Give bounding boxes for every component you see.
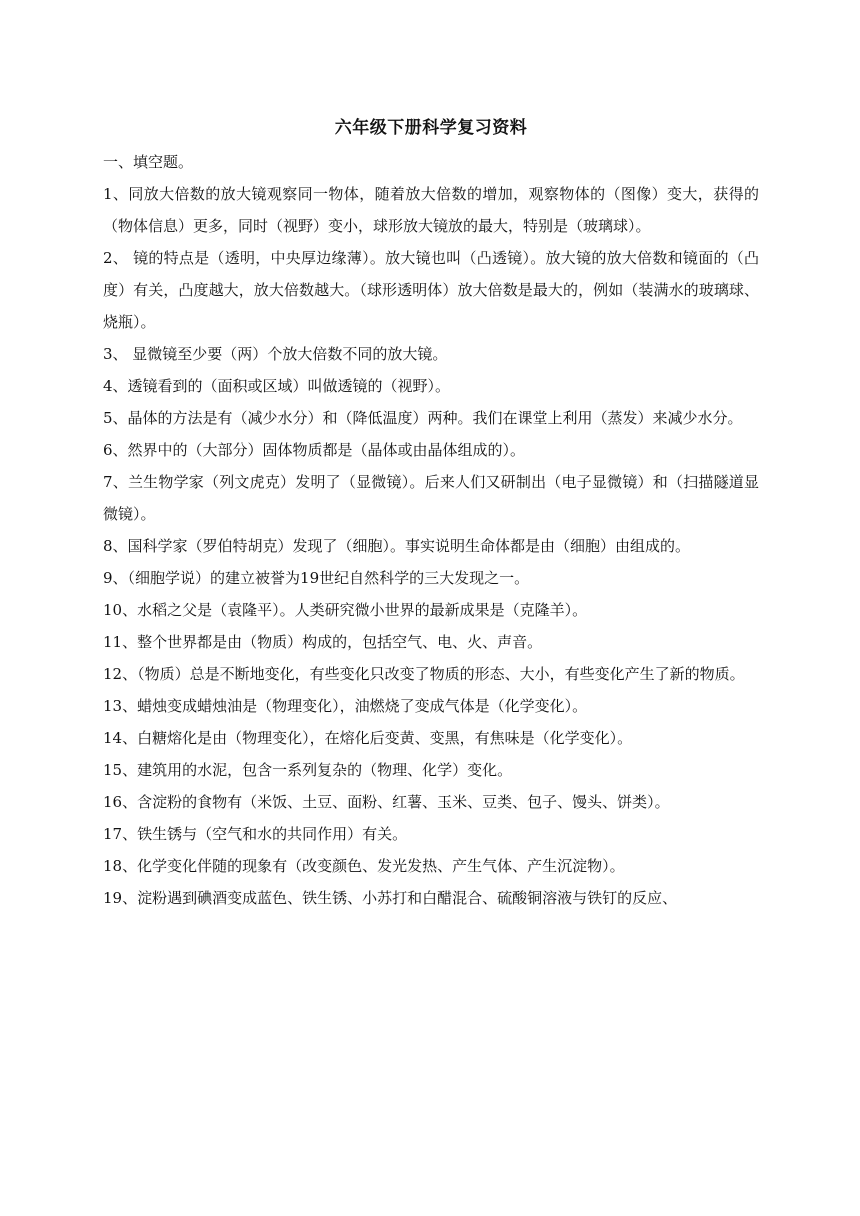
question-item-4: 4、透镜看到的（面积或区域）叫做透镜的（视野）。 (103, 377, 451, 395)
question-item-11: 11、整个世界都是由（物质）构成的，包括空气、电、火、声音。 (103, 633, 543, 651)
document-title: 六年级下册科学复习资料 (334, 118, 528, 138)
question-item-19: 19、淀粉遇到碘酒变成蓝色、铁生锈、小苏打和白醋混合、硫酸铜溶液与铁钉的反应、 (103, 889, 678, 907)
question-item-13: 13、蜡烛变成蜡烛油是（物理变化），油燃烧了变成气体是（化学变化）。 (103, 697, 588, 715)
question-item-16: 16、含淀粉的食物有（米饭、土豆、面粉、红薯、玉米、豆类、包子、馒头、饼类）。 (103, 793, 670, 811)
question-item-8: 8、国科学家（罗伯特胡克）发现了（细胞）。事实说明生命体都是由（细胞）由组成的。 (103, 537, 691, 555)
question-item-18: 18、化学变化伴随的现象有（改变颜色、发光发热、产生气体、产生沉淀物）。 (103, 857, 625, 875)
question-item-15: 15、建筑用的水泥，包含一系列复杂的（物理、化学）变化。 (103, 761, 513, 779)
question-item-2: 2、 镜的特点是（透明，中央厚边缘薄）。放大镜也叫（凸透镜）。放大镜的放大倍数和镜面的（凸度）有关，凸度越大，放大倍数越大。（球形透明体）放大倍数是最大的，例如（装满水的玻璃球、烧瓶）。 (103, 249, 759, 331)
question-item-10: 10、水稻之父是（袁隆平）。人类研究微小世界的最新成果是（克隆羊）。 (103, 601, 588, 619)
question-item-9: 9、（细胞学说）的建立被誉为19世纪自然科学的三大发现之一。 (103, 569, 530, 587)
section-heading: 一、填空题。 (103, 153, 194, 171)
question-item-17: 17、铁生锈与（空气和水的共同作用）有关。 (103, 825, 408, 843)
question-item-12: 12、（物质）总是不断地变化，有些变化只改变了物质的形态、大小，有些变化产生了新的物质。 (103, 665, 745, 683)
question-item-5: 5、晶体的方法是有（减少水分）和（降低温度）两种。我们在课堂上利用（蒸发）来减少水分。 (103, 409, 743, 427)
question-item-14: 14、白糖熔化是由（物理变化），在熔化后变黄、变黑，有焦味是（化学变化）。 (103, 729, 633, 747)
question-item-1: 1、同放大倍数的放大镜观察同一物体，随着放大倍数的增加，观察物体的（图像）变大，获得的（物体信息）更多，同时（视野）变小，球形放大镜放的最大，特别是（玻璃球）。 (103, 185, 759, 235)
document-body (103, 114, 759, 914)
question-item-7: 7、兰生物学家（列文虎克）发明了（显微镜）。后来人们又研制出（电子显微镜）和（扫描隧道显微镜）。 (103, 473, 759, 523)
question-item-6: 6、然界中的（大部分）固体物质都是（晶体或由晶体组成的）。 (103, 441, 526, 459)
question-item-3: 3、 显微镜至少要（两）个放大倍数不同的放大镜。 (103, 345, 448, 363)
